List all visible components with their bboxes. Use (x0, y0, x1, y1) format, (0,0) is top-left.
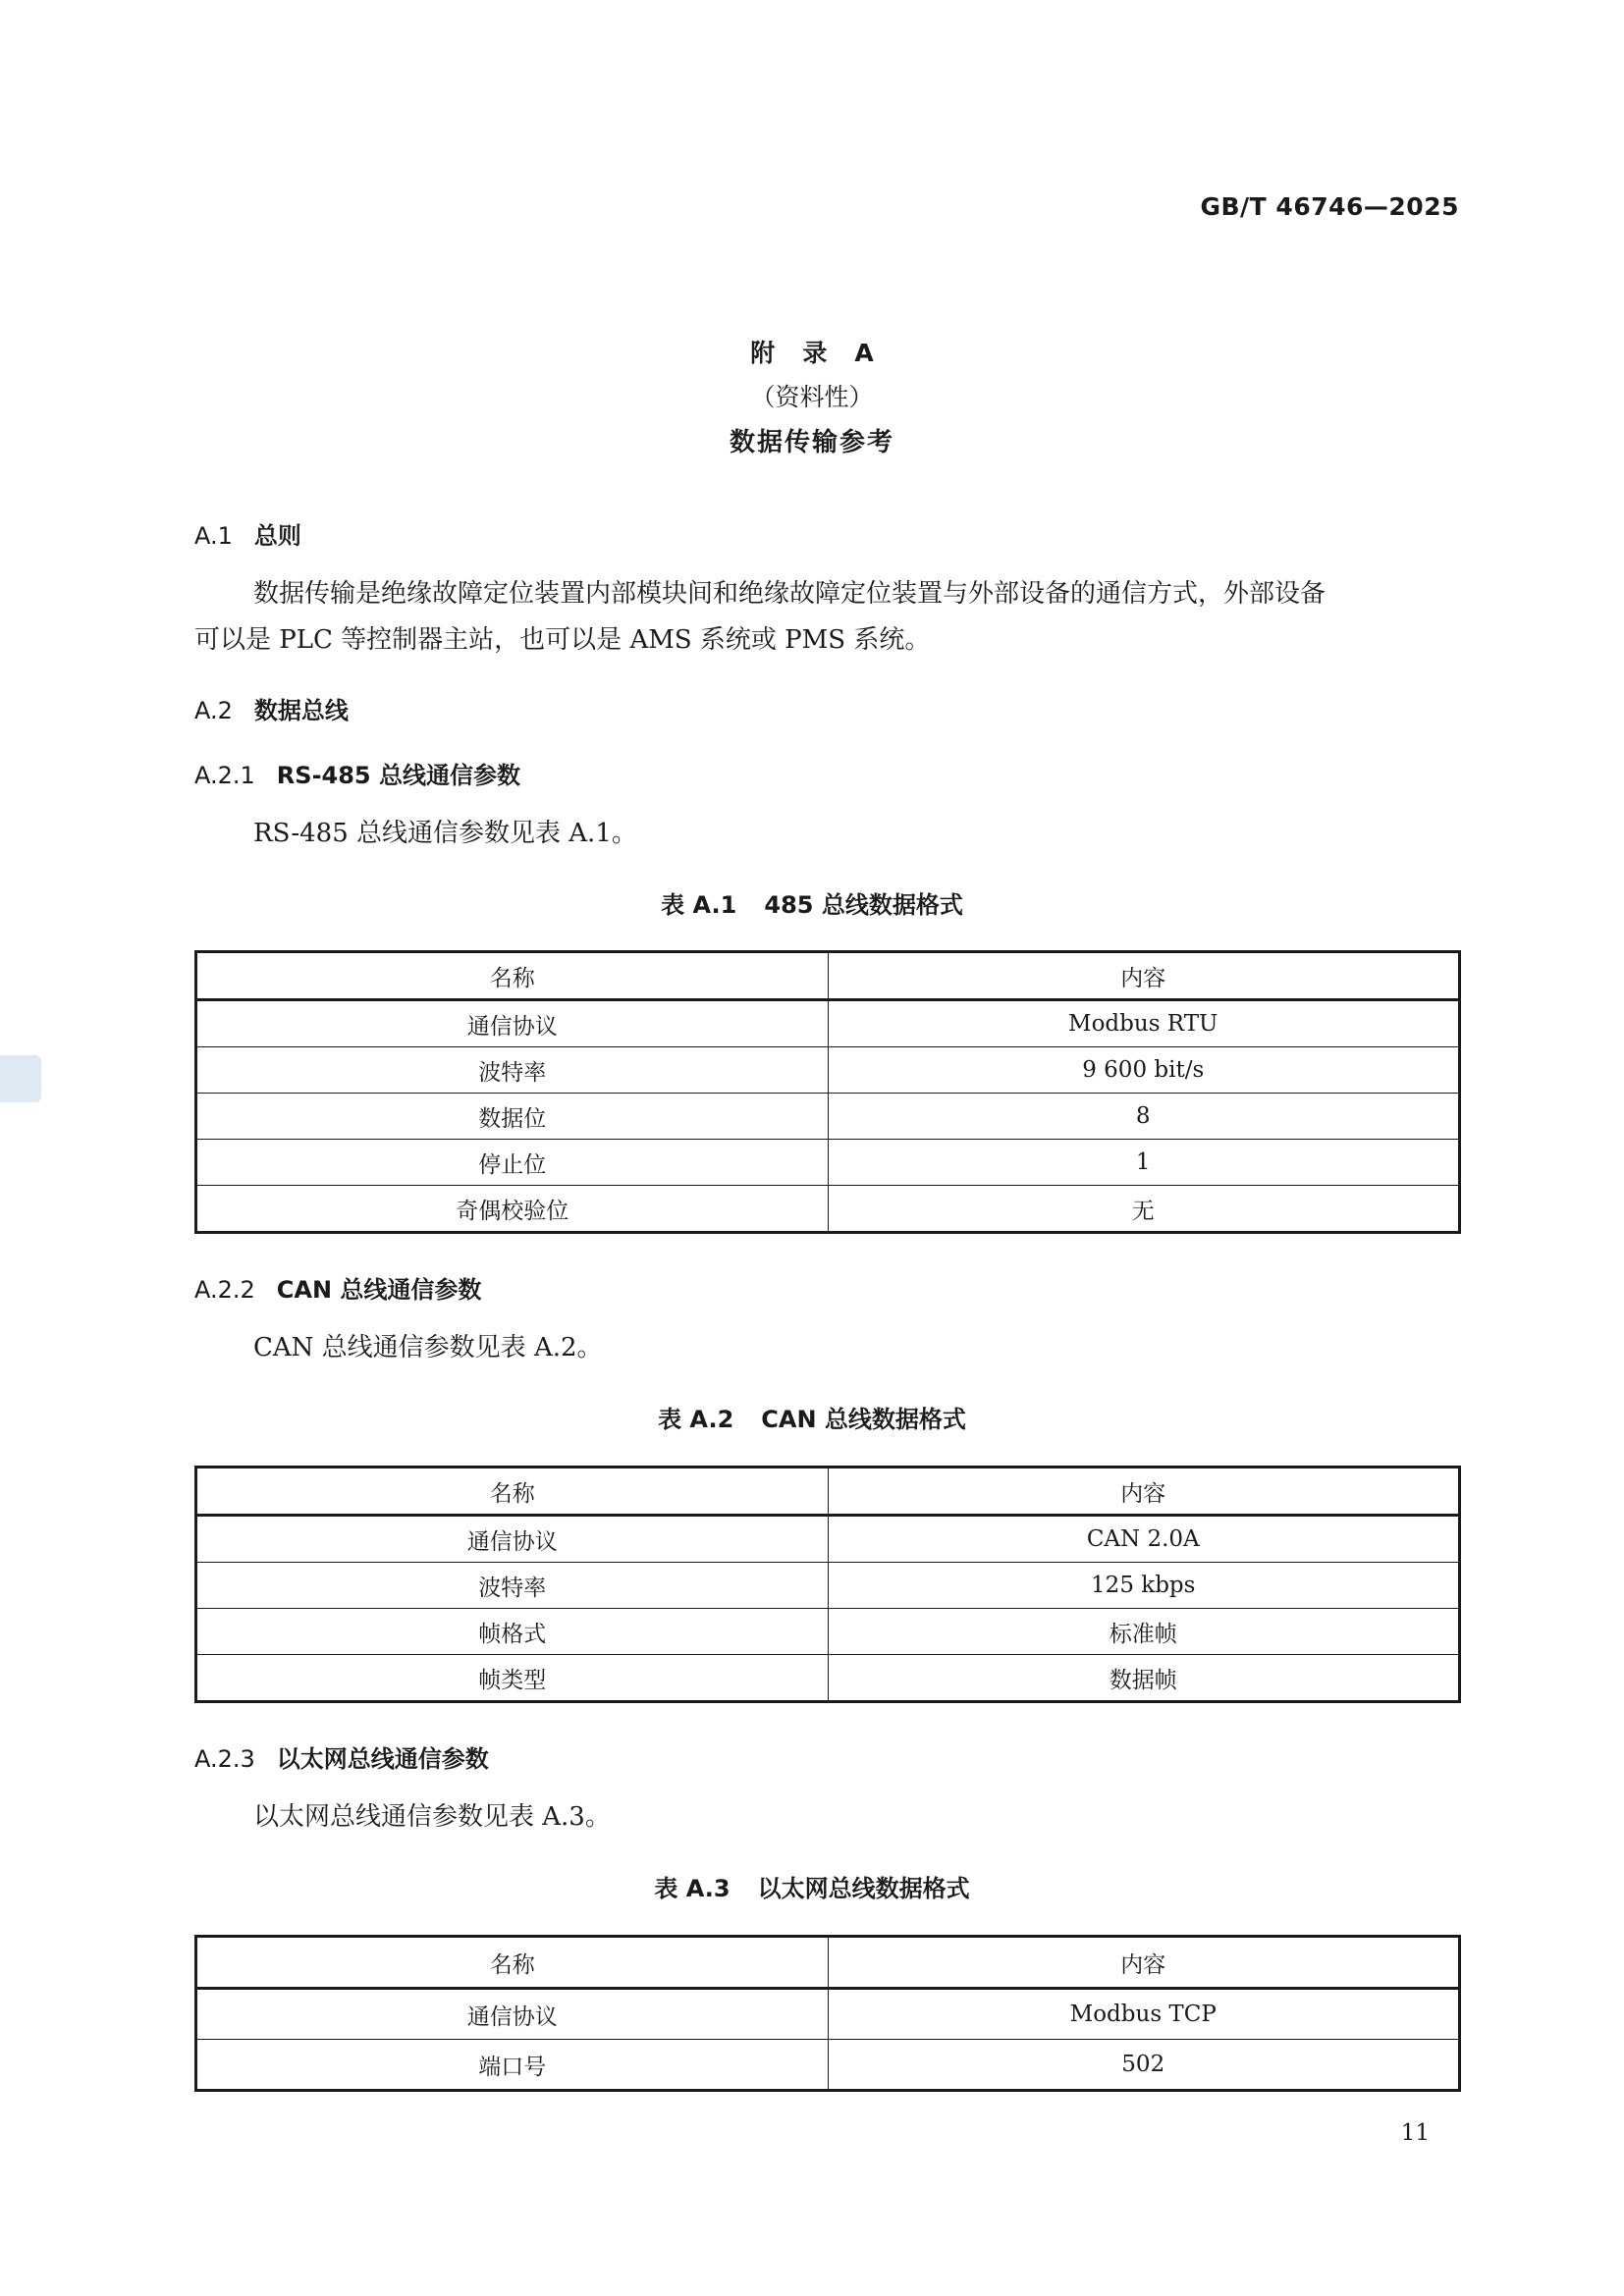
section-heading-a23: A.2.3 以太网总线通信参数 (194, 1745, 489, 1773)
table-caption-a3: 表 A.3 以太网总线数据格式 (654, 1875, 970, 1902)
section-heading-a21: A.2.1 RS-485 总线通信参数 (194, 762, 520, 789)
table-a1 (194, 950, 1461, 1234)
standard-number: GB/T 46746—2025 (1200, 192, 1459, 221)
section-heading-a1: A.1 总则 (194, 522, 301, 550)
table-row: 帧格式 标准帧 (196, 1609, 1460, 1655)
table-row: 停止位 1 (196, 1140, 1460, 1186)
table-row: 帧类型 数据帧 (196, 1655, 1460, 1702)
table-row: 奇偶校验位 无 (196, 1186, 1460, 1233)
paragraph-a1: 数据传输是绝缘故障定位装置内部模块间和绝缘故障定位装置与外部设备的通信方式，外部设备 可以是 PLC 等控制器主站，也可以是 AMS 系统或 PMS 系统。 (194, 579, 1326, 655)
page-number: 11 (1400, 2120, 1430, 2146)
table-row: 通信协议 CAN 2.0A (196, 1516, 1460, 1563)
appendix-nature: （资料性） (750, 383, 874, 411)
paragraph-a21: RS-485 总线通信参数见表 A.1。 (253, 819, 637, 848)
table-caption-a1: 表 A.1 485 总线数据格式 (661, 891, 963, 919)
table-row: 端口号 502 (196, 2040, 1460, 2091)
table-header-row: 名称 内容 (196, 1468, 1460, 1516)
table-caption-a2: 表 A.2 CAN 总线数据格式 (658, 1406, 966, 1433)
side-watermark-logo (0, 1055, 41, 1102)
table-row: 波特率 9 600 bit/s (196, 1047, 1460, 1094)
paragraph-a23: 以太网总线通信参数见表 A.3。 (253, 1802, 611, 1832)
table-header-row: 名称 内容 (196, 1937, 1460, 1989)
section-heading-a2: A.2 数据总线 (194, 697, 349, 724)
section-heading-a22: A.2.2 CAN 总线通信参数 (194, 1276, 482, 1304)
paragraph-a22: CAN 总线通信参数见表 A.2。 (253, 1333, 603, 1362)
appendix-name: 数据传输参考 (729, 428, 894, 457)
table-row: 波特率 125 kbps (196, 1563, 1460, 1609)
table-a2 (194, 1466, 1461, 1703)
table-row: 数据位 8 (196, 1094, 1460, 1140)
table-row: 通信协议 Modbus RTU (196, 1000, 1460, 1047)
table-row: 通信协议 Modbus TCP (196, 1989, 1460, 2040)
table-header-row: 名称 内容 (196, 952, 1460, 1000)
appendix-title: 附 录 A (750, 339, 874, 367)
table-a3 (194, 1935, 1461, 2092)
